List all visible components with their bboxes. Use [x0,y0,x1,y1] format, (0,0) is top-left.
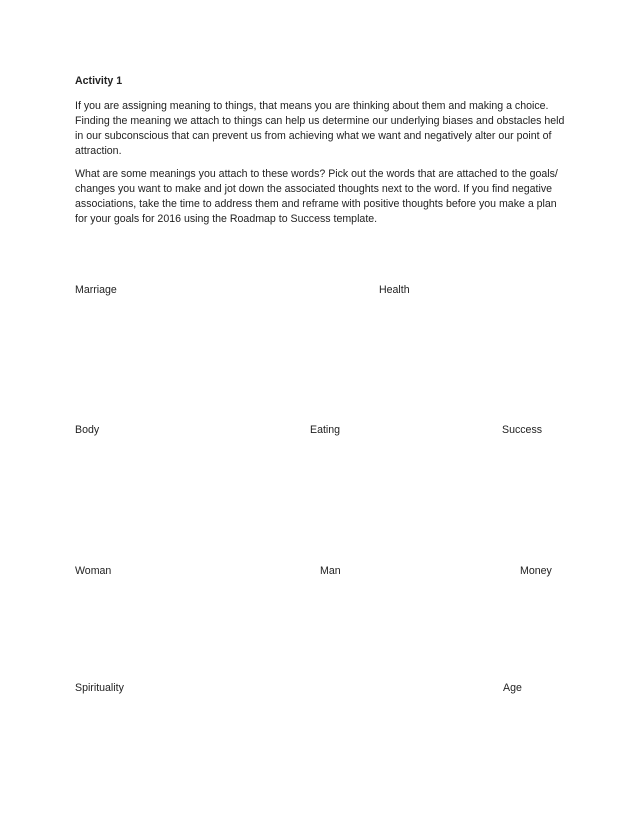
word-man: Man [320,565,341,577]
word-body: Body [75,424,100,436]
activity-title: Activity 1 [75,75,123,87]
word-success: Success [502,424,543,436]
word-age: Age [503,682,522,694]
word-health: Health [379,284,410,296]
word-marriage: Marriage [75,284,117,296]
activity-section [75,74,565,235]
word-money: Money [520,565,552,577]
word-spirituality: Spirituality [75,682,124,694]
word-woman: Woman [75,565,112,577]
instructions-paragraph: What are some meanings you attach to these words? Pick out the words that are attached to the goals/ changes you want to make and jot down the associated thoughts next to the word. If you find negative associations, take the time to address them and reframe with positive thoughts before you make a plan for your goals for 2016 using the Roadmap to Success template. [75,168,558,225]
word-eating: Eating [310,424,341,436]
intro-paragraph: If you are assigning meaning to things, that means you are thinking about them and making a choice. Finding the meaning we attach to things can help us determine our underlying biases and obstacles held in our subconscious that can prevent us from achieving what we want and negatively alter our point of attraction. [75,100,565,157]
